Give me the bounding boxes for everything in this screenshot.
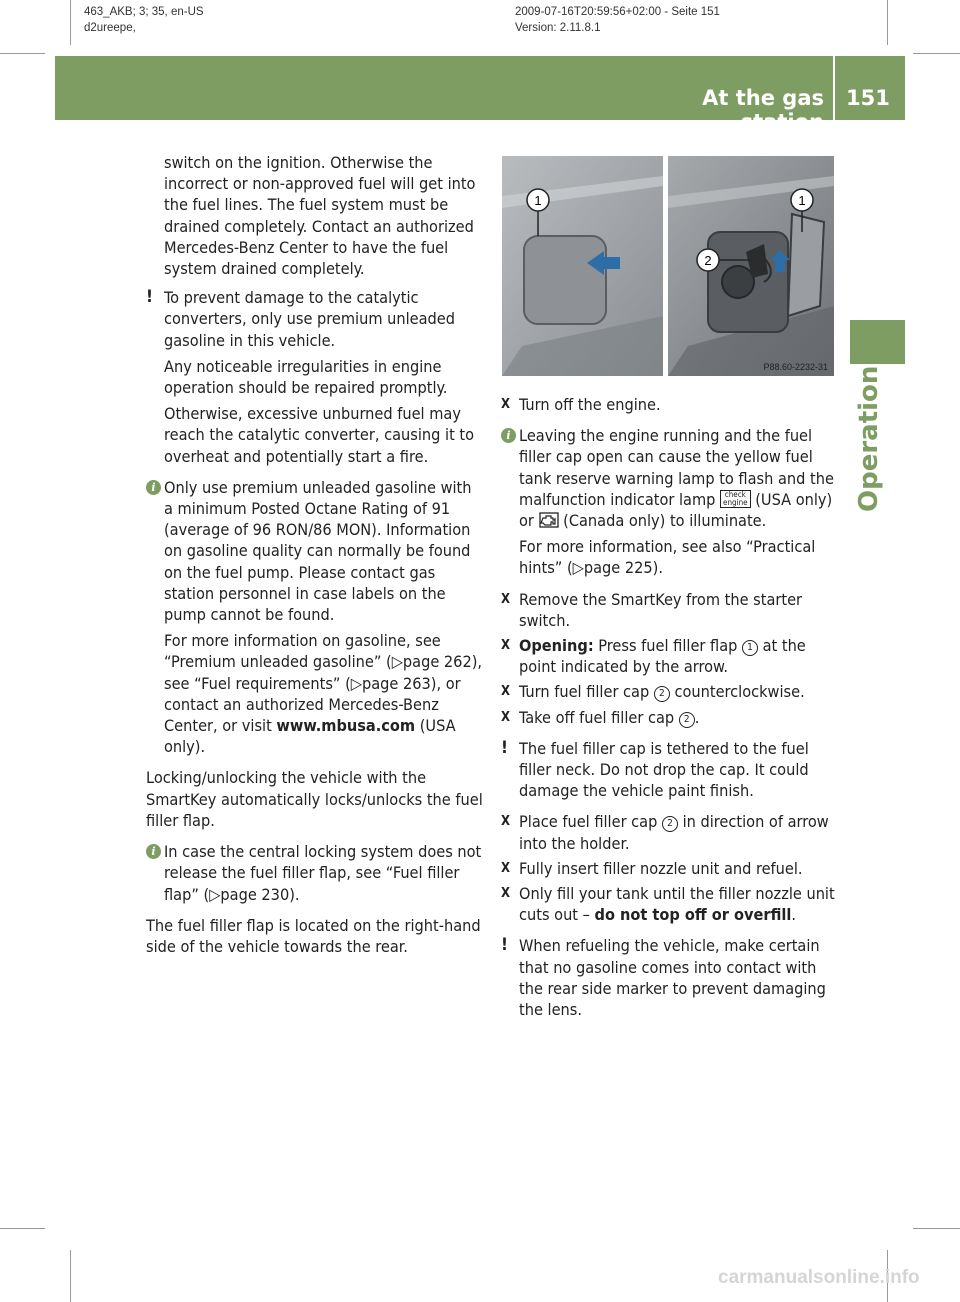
step-text: Turn off the engine. bbox=[519, 395, 661, 414]
meta-right bbox=[515, 4, 720, 36]
info-icon: i bbox=[146, 480, 161, 495]
callout-label: 1 bbox=[798, 193, 806, 208]
info-text-part: (USA only) or bbox=[519, 489, 833, 531]
meta-right-line2: Version: 2.11.8.1 bbox=[515, 22, 601, 34]
info-text-part: page 263), or contact an authorized Mercedes-Benz Center, or visit bbox=[164, 673, 461, 736]
info-text-part: (Canada only) to illuminate. bbox=[558, 511, 767, 531]
info-note bbox=[146, 477, 484, 758]
fuel-filler-figure bbox=[502, 156, 834, 376]
info-text-part: For more information on gasoline, see “Premium unleaded gasoline” ( bbox=[164, 631, 441, 672]
step-text: Remove the SmartKey from the starter switch. bbox=[519, 589, 803, 630]
fuel-filler-illustration bbox=[502, 156, 834, 376]
warning-note bbox=[501, 738, 837, 802]
warning-text: When refueling the vehicle, make certain that no gasoline comes into contact with the rear side marker to prevent damaging the lens. bbox=[519, 936, 826, 1020]
callout-ref-2: 2 bbox=[662, 816, 678, 832]
step-text: counterclockwise. bbox=[669, 682, 805, 702]
crop-mark bbox=[887, 0, 888, 45]
warning-note bbox=[146, 287, 484, 467]
lamp-text: check bbox=[724, 489, 746, 499]
step-marker-icon: X bbox=[501, 709, 511, 725]
crop-mark bbox=[0, 53, 45, 54]
meta-left-line1: 463_AKB; 3; 35, en-US bbox=[84, 6, 204, 18]
left-column bbox=[146, 152, 484, 967]
info-text bbox=[164, 841, 484, 905]
page-title: At the gas station bbox=[702, 86, 824, 134]
info-text bbox=[519, 536, 837, 578]
intro-paragraph: switch on the ignition. Otherwise the incorrect or non-approved fuel will get into the fuel lines. The fuel system must be drained completely. Contact an authorized Mercedes-Benz Center to have the fuel system drained completely. bbox=[164, 153, 476, 279]
step-marker-icon: X bbox=[501, 638, 511, 654]
callout-label: 2 bbox=[704, 253, 712, 268]
page-ref-arrow-icon: ▷ bbox=[350, 673, 362, 693]
callout-ref-1: 1 bbox=[742, 640, 758, 656]
page-number: 151 bbox=[846, 86, 890, 110]
figure-code: P88.60-2232-31 bbox=[763, 362, 828, 372]
warning-icon: ! bbox=[146, 287, 153, 308]
meta-left-line2: d2ureepe, bbox=[84, 22, 136, 34]
header-divider bbox=[833, 56, 835, 120]
step-item bbox=[501, 635, 837, 677]
warning-text: Otherwise, excessive unburned fuel may reach the catalytic converter, causing it to overheat and potentially start a fire. bbox=[164, 404, 475, 466]
crop-mark bbox=[913, 1228, 960, 1229]
warning-text: The fuel filler cap is tethered to the fuel filler neck. Do not drop the cap. It could damage the vehicle paint finish. bbox=[519, 738, 809, 801]
step-text: Fully insert filler nozzle unit and refuel. bbox=[519, 858, 803, 878]
step-text: Only fill your tank until the filler nozzle unit cuts out – bbox=[519, 884, 835, 925]
side-tab bbox=[852, 365, 902, 522]
fuel-flap-open bbox=[788, 214, 824, 316]
info-text-part: In case the central locking system does not release the fuel filler flap, see “Fuel filler flap” ( bbox=[164, 842, 482, 904]
page-ref-arrow-icon: ▷ bbox=[391, 652, 403, 672]
lamp-text: engine bbox=[723, 497, 748, 507]
check-engine-lamp-icon bbox=[720, 490, 751, 508]
step-item bbox=[501, 394, 837, 415]
info-note bbox=[146, 841, 484, 905]
info-text-part: page 230). bbox=[220, 884, 300, 904]
step-text: Turn fuel filler cap bbox=[519, 682, 654, 702]
step-item bbox=[501, 811, 837, 853]
paragraph: The fuel filler flap is located on the right-hand side of the vehicle towards the rear. bbox=[146, 915, 481, 956]
step-marker-icon: X bbox=[501, 684, 511, 700]
info-icon: i bbox=[501, 428, 516, 443]
info-text-part: (USA only). bbox=[164, 716, 456, 757]
crop-mark bbox=[0, 1228, 45, 1229]
side-tab-marker bbox=[850, 320, 905, 364]
callout-label: 1 bbox=[534, 193, 542, 208]
info-text-part: For more information, see also “Practical hints” ( bbox=[519, 537, 816, 578]
info-text-part: page 225). bbox=[583, 558, 663, 578]
step-marker-icon: X bbox=[501, 886, 511, 902]
step-text: . bbox=[694, 707, 700, 727]
step-marker-icon: X bbox=[501, 397, 511, 412]
step-item bbox=[501, 589, 837, 631]
side-tab-label: Operation bbox=[854, 365, 884, 512]
step-text: Place fuel filler cap bbox=[519, 812, 662, 832]
engine-lamp-icon bbox=[539, 512, 559, 528]
info-text-part: Leaving the engine running and the fuel filler cap open can cause the yellow fuel tank reserve warning lamp to flash and the malfunction indicator lamp bbox=[519, 426, 834, 509]
warning-text: Any noticeable irregularities in engine operation should be repaired promptly. bbox=[164, 356, 448, 398]
step-item bbox=[501, 707, 837, 728]
intro-block bbox=[146, 152, 484, 279]
warning-icon: ! bbox=[501, 737, 508, 758]
warning-note bbox=[501, 935, 837, 1020]
crop-mark bbox=[70, 1250, 71, 1302]
right-column bbox=[501, 394, 837, 1030]
step-text: Press fuel filler flap bbox=[593, 636, 742, 656]
info-text bbox=[519, 425, 837, 531]
crop-mark bbox=[70, 0, 71, 45]
warning-text: To prevent damage to the catalytic converters, only use premium unleaded gasoline in this vehicle. bbox=[164, 288, 456, 350]
step-marker-icon: X bbox=[501, 814, 511, 830]
step-bold: Opening: bbox=[519, 636, 594, 656]
callout-ref-2: 2 bbox=[654, 686, 670, 702]
crop-mark bbox=[913, 53, 960, 54]
paragraph bbox=[146, 767, 484, 831]
info-note bbox=[501, 425, 837, 578]
info-icon: i bbox=[146, 844, 161, 859]
step-item bbox=[501, 858, 837, 879]
info-text: Only use premium unleaded gasoline with a minimum Posted Octane Rating of 91 (average of 96 RON/86 MON). Information on gasoline quality can normally be found on the fuel pump. Please contact gas station personnel in case labels on the pump cannot be found. bbox=[164, 477, 472, 625]
meta-right-line1: 2009-07-16T20:59:56+02:00 - Seite 151 bbox=[515, 6, 720, 18]
step-marker-icon: X bbox=[501, 860, 511, 876]
step-text: . bbox=[791, 905, 796, 925]
info-text-part: page 262), see “Fuel requirements” ( bbox=[164, 652, 483, 693]
step-bold: do not top off or overfill bbox=[594, 905, 792, 925]
page-ref-arrow-icon: ▷ bbox=[572, 558, 584, 578]
step-text: Take off fuel filler cap bbox=[519, 707, 679, 727]
info-text bbox=[164, 630, 484, 757]
meta-left bbox=[84, 4, 204, 36]
fuel-flap-closed bbox=[524, 236, 606, 324]
filler-neck bbox=[722, 266, 754, 298]
step-item bbox=[501, 883, 837, 925]
website-link[interactable]: www.mbusa.com bbox=[276, 716, 416, 736]
step-text: at the point indicated by the arrow. bbox=[519, 636, 806, 677]
paragraph-text: Locking/unlocking the vehicle with the SmartKey automatically locks/unlocks the fuel filler flap. bbox=[146, 768, 483, 830]
page-ref-arrow-icon: ▷ bbox=[209, 884, 221, 904]
warning-icon: ! bbox=[501, 935, 508, 956]
footer-watermark: carmanualsonline.info bbox=[718, 1267, 920, 1288]
step-item bbox=[501, 681, 837, 702]
step-marker-icon: X bbox=[501, 591, 511, 607]
callout-ref-2: 2 bbox=[679, 712, 695, 728]
step-text: in direction of arrow into the holder. bbox=[519, 812, 829, 853]
